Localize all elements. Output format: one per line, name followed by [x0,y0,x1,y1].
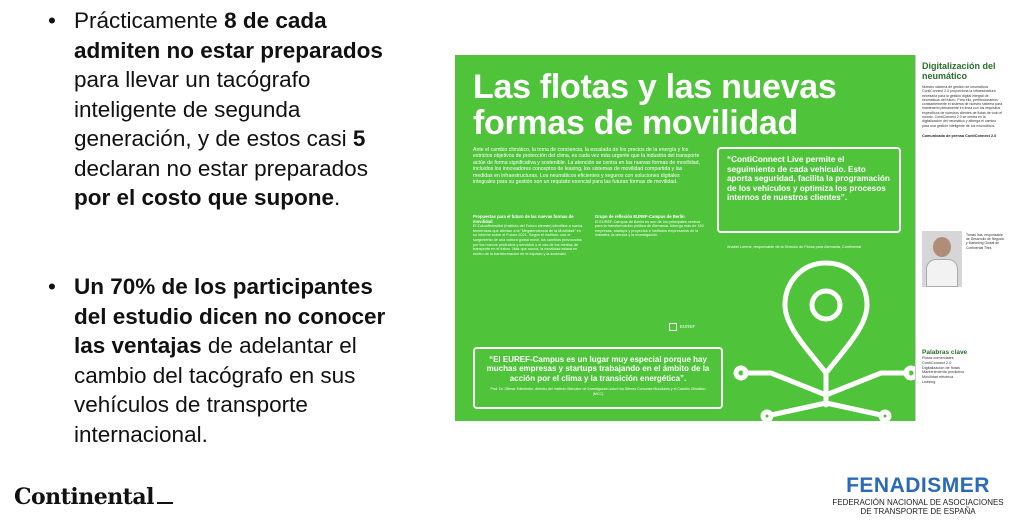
keyword-item: Flotas comerciales [922,356,954,360]
person-photo [922,231,962,287]
bullet-text: Un 70% de los participantes del estudio dicen no conocer las ventajas de adelantar el cambio del tacógrafo en sus vehículos de transporte internacional. [74,274,386,447]
bullet-list [44,6,404,447]
quote-attribution: Prof. Dr. Ottmar Edenhofer, director del Instituto Mercator de Investigación sobre los Bienes Comunes Mundiales y el Cambio Climático (MCC) [490,387,706,396]
fenadismer-subtitle-1: FEDERACIÓN NACIONAL DE ASOCIACIONES [832,498,1004,507]
euref-link: EUREF [669,323,695,331]
quote-text: “El EUREF-Campus es un lugar muy especial porque hay muchas empresas y startups trabajando en el ámbito de la acción por el clima y la transición energética”. [486,355,710,383]
keyword-item: Mantenimiento predictivo [922,370,965,375]
bullet-item-2 [44,272,404,449]
fenadismer-subtitle-2: DE TRANSPORTE DE ESPAÑA [860,507,976,516]
bullet-item-1 [44,6,404,213]
keywords-title: Palabras clave [922,349,968,356]
article-column-1 [473,215,583,256]
sidebar-link: Comunicado de prensa ContiConnect 2.0 [922,133,997,138]
keywords-box [922,349,1006,385]
magazine-article-image [455,55,1009,421]
external-link-icon [669,323,677,331]
column-text: El Zukunftsinstitut (Instituto del Futuro alemán) identifica a nueva tendencias que afectan a la "Megatendencia de la Movilidad" en su informe sobre el Futuro 2021. Según el instituto, con el surgimiento de una cultura global móvil, los cambios provocados por los nuevos productos y servicios y el uso de los medios de transporte en el futuro. Más que nunca, la movilidad estará en centro de la transformación en el espacio y la sociedad. [473,224,583,256]
location-network-icon [731,255,921,421]
article-title: Las flotas y las nuevas formas de movilidad [473,68,837,142]
bullet-text: Prácticamente 8 de cada admiten no estar preparados para llevar un tacógrafo inteligente de segunda generación, y de estos casi 5 declaran no estar preparados por el costo que supone. [74,8,383,210]
continental-logo: Continental [14,484,173,510]
column-text: El EUREF-Campus de Berlín es uno de los principales centros para la transformación política de Alemania. Alberga más de 150 empresas, startups y proyectos e institutos empresarios de la industria, la ciencia y la investigación. [595,219,704,238]
keyword-item: Digitalización de flotas [922,365,960,370]
bullet-dot: • [48,274,56,299]
keyword-item: Leasing [922,379,936,384]
bullet-dot: • [48,8,56,33]
fenadismer-name: FENADISMER [846,474,990,497]
column-heading: Propuestas para el futuro de las nuevas formas de movilidad [473,214,574,224]
pull-quote-euref [473,347,723,409]
article-column-2 [595,215,705,238]
quote-text: “ContiConnect Live permite el seguimiento de cada vehículo. Esto aporta seguridad, facilita la programación de los vehículos y optimiza los procesos internos de nuestros clientes”. [727,155,890,202]
column-heading: Grupo de reflexión EUREF-Campus de Berlín [595,214,685,219]
person-caption: Tomas Ista, responsable de Desarrollo de Negocio y Marketing Global de Continental Tires [966,233,1005,250]
article-sidebar [915,55,1009,421]
fenadismer-logo [818,474,1018,516]
person-body [926,259,958,287]
quote-attribution: Anabel Lorenz, responsable de la División de Flotas para Alemania, Continental [727,244,862,249]
horse-icon [157,490,173,504]
keyword-item: Movilidad eléctrica [922,375,954,380]
pull-quote-conticonnect [717,147,901,249]
sidebar-text: Nuestro sistema de gestión de neumáticos ContiConnect 2.0 proporciona la infraestructura necesaria para la gestión digital integral de neumáticos del futuro. Para ello, perfeccionamos constantemente el sistema de nuestro sistema para mantenerlo plenamente en línea con los requisitos específicos de nuestros clientes de flotas de todo el mundo. ContiConnect 2.0 se centra en la digitalización del neumático y alberga el camino para una gestión inteligente de los neumáticos. [922,85,1003,128]
sidebar-title: Digitalización del neumático [922,61,996,81]
keyword-item: ContiConnect 2.0 [922,360,952,365]
article-intro: Ante el cambio climático, la toma de conciencia, la escalada de los precios de la energía y los estrictos objetivos de protección del clima, es cada vez más urgente que la industria del transporte actúe de forma significativa y sostenible. La atención se centra en las nuevas formas de movilidad, incluidos los innovadores conceptos de leasing, los sistemas de movilidad compartida y las medidas en infraestructuras. Los neumáticos eficientes y seguros con soluciones digitales integrales para su gestión son un requisito esencial para las futuras formas de movilidad. [473,147,700,186]
person-head [933,237,951,257]
